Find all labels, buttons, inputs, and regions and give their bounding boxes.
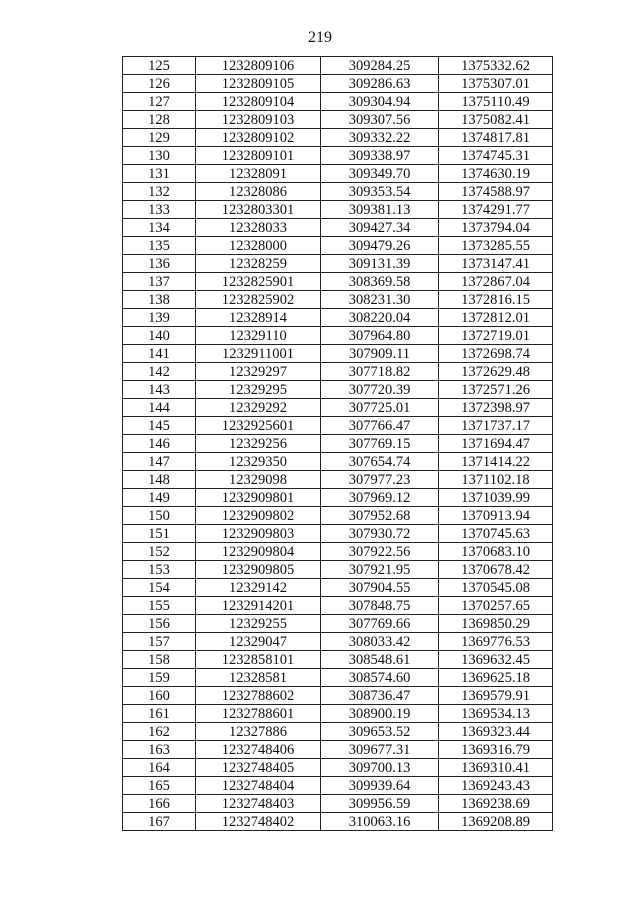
point-number-cell: 163 (123, 741, 196, 759)
y-coordinate-cell: 1373285.55 (439, 237, 553, 255)
y-coordinate-cell: 1374630.19 (439, 165, 553, 183)
point-number-cell: 148 (123, 471, 196, 489)
x-coordinate-cell: 308574.60 (321, 669, 439, 687)
table-row (123, 615, 553, 633)
point-number-cell: 151 (123, 525, 196, 543)
table-row (123, 687, 553, 705)
y-coordinate-cell: 1369323.44 (439, 723, 553, 741)
x-coordinate-cell: 309381.13 (321, 201, 439, 219)
point-id-cell: 1232748406 (196, 741, 321, 759)
point-number-cell: 132 (123, 183, 196, 201)
point-number-cell: 154 (123, 579, 196, 597)
x-coordinate-cell: 308369.58 (321, 273, 439, 291)
page-number: 219 (308, 29, 332, 46)
point-id-cell: 1232909802 (196, 507, 321, 525)
point-id-cell: 1232809103 (196, 111, 321, 129)
point-number-cell: 139 (123, 309, 196, 327)
x-coordinate-cell: 307969.12 (321, 489, 439, 507)
table-row (123, 471, 553, 489)
table-row (123, 489, 553, 507)
table-row (123, 345, 553, 363)
x-coordinate-cell: 309304.94 (321, 93, 439, 111)
point-number-cell: 164 (123, 759, 196, 777)
y-coordinate-cell: 1369625.18 (439, 669, 553, 687)
x-coordinate-cell: 307718.82 (321, 363, 439, 381)
x-coordinate-cell: 308548.61 (321, 651, 439, 669)
point-number-cell: 138 (123, 291, 196, 309)
y-coordinate-cell: 1374817.81 (439, 129, 553, 147)
table-row (123, 435, 553, 453)
table-row (123, 741, 553, 759)
point-id-cell: 12328914 (196, 309, 321, 327)
point-id-cell: 12328086 (196, 183, 321, 201)
point-id-cell: 12329110 (196, 327, 321, 345)
table-row (123, 723, 553, 741)
table-row (123, 309, 553, 327)
point-id-cell: 1232748404 (196, 777, 321, 795)
point-number-cell: 166 (123, 795, 196, 813)
x-coordinate-cell: 307952.68 (321, 507, 439, 525)
point-id-cell: 1232809102 (196, 129, 321, 147)
table-row (123, 93, 553, 111)
table-row (123, 579, 553, 597)
y-coordinate-cell: 1374745.31 (439, 147, 553, 165)
y-coordinate-cell: 1374291.77 (439, 201, 553, 219)
point-number-cell: 167 (123, 813, 196, 831)
table-row (123, 759, 553, 777)
y-coordinate-cell: 1371414.22 (439, 453, 553, 471)
y-coordinate-cell: 1374588.97 (439, 183, 553, 201)
x-coordinate-cell: 307930.72 (321, 525, 439, 543)
table-row (123, 237, 553, 255)
x-coordinate-cell: 309700.13 (321, 759, 439, 777)
point-id-cell: 12328581 (196, 669, 321, 687)
point-number-cell: 141 (123, 345, 196, 363)
x-coordinate-cell: 309349.70 (321, 165, 439, 183)
table-row (123, 561, 553, 579)
point-number-cell: 162 (123, 723, 196, 741)
table-row (123, 705, 553, 723)
y-coordinate-cell: 1372698.74 (439, 345, 553, 363)
table-row (123, 183, 553, 201)
x-coordinate-cell: 308231.30 (321, 291, 439, 309)
table-row (123, 399, 553, 417)
point-number-cell: 127 (123, 93, 196, 111)
point-id-cell: 1232788602 (196, 687, 321, 705)
point-id-cell: 12327886 (196, 723, 321, 741)
point-id-cell: 1232909804 (196, 543, 321, 561)
y-coordinate-cell: 1372867.04 (439, 273, 553, 291)
x-coordinate-cell: 307720.39 (321, 381, 439, 399)
table-row (123, 381, 553, 399)
table-row (123, 111, 553, 129)
point-id-cell: 1232803301 (196, 201, 321, 219)
x-coordinate-cell: 309677.31 (321, 741, 439, 759)
x-coordinate-cell: 308736.47 (321, 687, 439, 705)
point-id-cell: 12329297 (196, 363, 321, 381)
x-coordinate-cell: 307921.95 (321, 561, 439, 579)
x-coordinate-cell: 308033.42 (321, 633, 439, 651)
point-id-cell: 12329098 (196, 471, 321, 489)
y-coordinate-cell: 1375332.62 (439, 57, 553, 75)
point-number-cell: 153 (123, 561, 196, 579)
point-number-cell: 128 (123, 111, 196, 129)
y-coordinate-cell: 1369632.45 (439, 651, 553, 669)
y-coordinate-cell: 1369208.89 (439, 813, 553, 831)
y-coordinate-cell: 1375110.49 (439, 93, 553, 111)
point-number-cell: 155 (123, 597, 196, 615)
point-id-cell: 1232788601 (196, 705, 321, 723)
point-number-cell: 137 (123, 273, 196, 291)
table-row (123, 363, 553, 381)
x-coordinate-cell: 309332.22 (321, 129, 439, 147)
point-id-cell: 1232748403 (196, 795, 321, 813)
point-id-cell: 1232825901 (196, 273, 321, 291)
table-row (123, 57, 553, 75)
y-coordinate-cell: 1375307.01 (439, 75, 553, 93)
point-id-cell: 1232914201 (196, 597, 321, 615)
point-number-cell: 134 (123, 219, 196, 237)
table-row (123, 327, 553, 345)
y-coordinate-cell: 1369776.53 (439, 633, 553, 651)
point-id-cell: 1232809104 (196, 93, 321, 111)
point-number-cell: 152 (123, 543, 196, 561)
point-id-cell: 1232748402 (196, 813, 321, 831)
point-id-cell: 1232809101 (196, 147, 321, 165)
point-number-cell: 157 (123, 633, 196, 651)
table-row (123, 165, 553, 183)
x-coordinate-cell: 308220.04 (321, 309, 439, 327)
table-row (123, 507, 553, 525)
y-coordinate-cell: 1369316.79 (439, 741, 553, 759)
point-number-cell: 147 (123, 453, 196, 471)
x-coordinate-cell: 307904.55 (321, 579, 439, 597)
table-row (123, 147, 553, 165)
y-coordinate-cell: 1370257.65 (439, 597, 553, 615)
y-coordinate-cell: 1369850.29 (439, 615, 553, 633)
table-row (123, 129, 553, 147)
y-coordinate-cell: 1372812.01 (439, 309, 553, 327)
y-coordinate-cell: 1372816.15 (439, 291, 553, 309)
y-coordinate-cell: 1370745.63 (439, 525, 553, 543)
point-id-cell: 12329047 (196, 633, 321, 651)
x-coordinate-cell: 309131.39 (321, 255, 439, 273)
y-coordinate-cell: 1370545.08 (439, 579, 553, 597)
point-id-cell: 12328000 (196, 237, 321, 255)
point-id-cell: 1232911001 (196, 345, 321, 363)
point-number-cell: 165 (123, 777, 196, 795)
x-coordinate-cell: 309338.97 (321, 147, 439, 165)
point-id-cell: 12329350 (196, 453, 321, 471)
table-row (123, 669, 553, 687)
table-row (123, 273, 553, 291)
y-coordinate-cell: 1372629.48 (439, 363, 553, 381)
table-row (123, 255, 553, 273)
y-coordinate-cell: 1371694.47 (439, 435, 553, 453)
point-number-cell: 144 (123, 399, 196, 417)
point-number-cell: 145 (123, 417, 196, 435)
table-row (123, 453, 553, 471)
point-number-cell: 146 (123, 435, 196, 453)
point-number-cell: 135 (123, 237, 196, 255)
y-coordinate-cell: 1369534.13 (439, 705, 553, 723)
point-number-cell: 143 (123, 381, 196, 399)
table-row (123, 813, 553, 831)
point-number-cell: 131 (123, 165, 196, 183)
table-row (123, 651, 553, 669)
y-coordinate-cell: 1372571.26 (439, 381, 553, 399)
x-coordinate-cell: 307654.74 (321, 453, 439, 471)
point-id-cell: 1232909801 (196, 489, 321, 507)
x-coordinate-cell: 307909.11 (321, 345, 439, 363)
table-row (123, 75, 553, 93)
y-coordinate-cell: 1369310.41 (439, 759, 553, 777)
x-coordinate-cell: 307964.80 (321, 327, 439, 345)
x-coordinate-cell: 309353.54 (321, 183, 439, 201)
coordinates-table (122, 56, 553, 831)
point-number-cell: 136 (123, 255, 196, 273)
x-coordinate-cell: 309307.56 (321, 111, 439, 129)
point-number-cell: 142 (123, 363, 196, 381)
point-id-cell: 12329256 (196, 435, 321, 453)
table-row (123, 417, 553, 435)
x-coordinate-cell: 309284.25 (321, 57, 439, 75)
y-coordinate-cell: 1372719.01 (439, 327, 553, 345)
point-id-cell: 1232909805 (196, 561, 321, 579)
table-row (123, 633, 553, 651)
point-id-cell: 1232748405 (196, 759, 321, 777)
point-id-cell: 1232809105 (196, 75, 321, 93)
x-coordinate-cell: 309286.63 (321, 75, 439, 93)
point-number-cell: 159 (123, 669, 196, 687)
y-coordinate-cell: 1370913.94 (439, 507, 553, 525)
y-coordinate-cell: 1371039.99 (439, 489, 553, 507)
point-number-cell: 149 (123, 489, 196, 507)
y-coordinate-cell: 1369238.69 (439, 795, 553, 813)
y-coordinate-cell: 1373147.41 (439, 255, 553, 273)
table-row (123, 597, 553, 615)
point-number-cell: 160 (123, 687, 196, 705)
table-row (123, 291, 553, 309)
table-row (123, 201, 553, 219)
y-coordinate-cell: 1370678.42 (439, 561, 553, 579)
point-id-cell: 1232858101 (196, 651, 321, 669)
point-id-cell: 1232825902 (196, 291, 321, 309)
point-number-cell: 125 (123, 57, 196, 75)
y-coordinate-cell: 1371737.17 (439, 417, 553, 435)
point-id-cell: 1232925601 (196, 417, 321, 435)
y-coordinate-cell: 1369243.43 (439, 777, 553, 795)
x-coordinate-cell: 307766.47 (321, 417, 439, 435)
point-id-cell: 12328033 (196, 219, 321, 237)
x-coordinate-cell: 307848.75 (321, 597, 439, 615)
point-number-cell: 161 (123, 705, 196, 723)
point-number-cell: 130 (123, 147, 196, 165)
point-id-cell: 12329255 (196, 615, 321, 633)
coordinates-table-body (123, 57, 553, 831)
y-coordinate-cell: 1371102.18 (439, 471, 553, 489)
point-id-cell: 12329295 (196, 381, 321, 399)
point-number-cell: 140 (123, 327, 196, 345)
x-coordinate-cell: 309939.64 (321, 777, 439, 795)
y-coordinate-cell: 1369579.91 (439, 687, 553, 705)
table-row (123, 543, 553, 561)
point-number-cell: 150 (123, 507, 196, 525)
y-coordinate-cell: 1372398.97 (439, 399, 553, 417)
table-row (123, 795, 553, 813)
y-coordinate-cell: 1373794.04 (439, 219, 553, 237)
y-coordinate-cell: 1370683.10 (439, 543, 553, 561)
point-id-cell: 12329142 (196, 579, 321, 597)
point-number-cell: 158 (123, 651, 196, 669)
x-coordinate-cell: 308900.19 (321, 705, 439, 723)
point-id-cell: 1232809106 (196, 57, 321, 75)
table-row (123, 777, 553, 795)
point-id-cell: 1232909803 (196, 525, 321, 543)
y-coordinate-cell: 1375082.41 (439, 111, 553, 129)
point-number-cell: 126 (123, 75, 196, 93)
point-number-cell: 156 (123, 615, 196, 633)
point-id-cell: 12329292 (196, 399, 321, 417)
point-number-cell: 129 (123, 129, 196, 147)
x-coordinate-cell: 307922.56 (321, 543, 439, 561)
point-id-cell: 12328259 (196, 255, 321, 273)
x-coordinate-cell: 307769.66 (321, 615, 439, 633)
x-coordinate-cell: 307769.15 (321, 435, 439, 453)
x-coordinate-cell: 307725.01 (321, 399, 439, 417)
x-coordinate-cell: 309956.59 (321, 795, 439, 813)
x-coordinate-cell: 309479.26 (321, 237, 439, 255)
x-coordinate-cell: 309427.34 (321, 219, 439, 237)
point-number-cell: 133 (123, 201, 196, 219)
x-coordinate-cell: 307977.23 (321, 471, 439, 489)
x-coordinate-cell: 310063.16 (321, 813, 439, 831)
point-id-cell: 12328091 (196, 165, 321, 183)
table-row (123, 219, 553, 237)
table-row (123, 525, 553, 543)
x-coordinate-cell: 309653.52 (321, 723, 439, 741)
